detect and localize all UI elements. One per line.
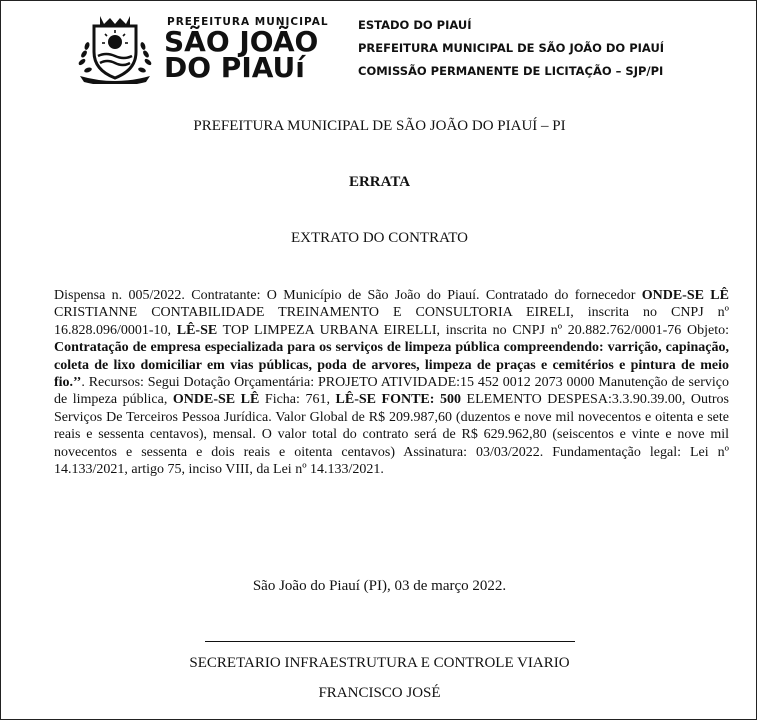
body-segment: CRISTIANNE CONTABILIDADE TREINAMENTO E CONSULTORIA EIRELI, inscrita no CNPJ nº 16.828.096/0001-10, — [54, 305, 729, 338]
header-commission: COMISSÃO PERMANENTE DE LICITAÇÃO – SJP/PI — [358, 64, 664, 78]
header-state: ESTADO DO PIAUÍ — [358, 18, 472, 32]
body-segment: Dispensa n. 005/2022. Contratante: O Município de São João do Piauí. Contratado do fornecedor — [54, 288, 642, 303]
body-segment-bold: LÊ-SE — [176, 322, 218, 338]
body-segment-bold: Contratação de empresa especializada para os serviços de limpeza pública compreendendo: varrição, capinação, coleta de lixo domiciliar em vias públicas, poda de arvores, limpeza de praças e cemitérios e pintura de meio fio.’’ — [54, 340, 729, 391]
body-segment: TOP LIMPEZA URBANA EIRELLI, inscrita no CNPJ nº 20.882.762/0001-76 Objeto: — [217, 322, 729, 338]
municipal-logo — [164, 16, 354, 86]
body-segment-bold: ONDE-SE LÊ — [641, 288, 729, 303]
signatory-name: FRANCISCO JOSÉ — [318, 685, 441, 701]
signature-line — [205, 641, 575, 642]
extrato-subtitle: EXTRATO DO CONTRATO — [291, 230, 468, 246]
prefeitura-heading: PREFEITURA MUNICIPAL DE SÃO JOÃO DO PIAUÍ – PI — [193, 118, 566, 134]
body-segment: . Recursos: Segui Dotação Orçamentária: PROJETO ATIVIDADE:15 452 0012 2073 0000 Manutenção de serviço de limpeza pública, — [54, 375, 729, 408]
signatory-role: SECRETARIO INFRAESTRUTURA E CONTROLE VIARIO — [189, 655, 570, 671]
errata-title: ERRATA — [348, 174, 411, 190]
header-lines — [358, 18, 664, 87]
logo-city-line1: SÃO JOÃO — [164, 25, 319, 58]
document-date: São João do Piauí (PI), 03 de março 2022. — [252, 578, 507, 594]
letterhead — [74, 10, 714, 90]
municipal-crest-icon — [74, 12, 156, 84]
contract-body — [54, 287, 729, 478]
body-segment-bold: ONDE-SE LÊ — [172, 392, 260, 408]
body-segment-bold: LÊ-SE FONTE: 500 — [335, 392, 461, 408]
body-segment: Ficha: 761, — [259, 392, 336, 408]
header-municipality: PREFEITURA MUNICIPAL DE SÃO JOÃO DO PIAUÍ — [358, 41, 665, 55]
logo-prefeitura-label: PREFEITURA MUNICIPAL — [167, 16, 329, 28]
logo-city-line2: DO PIAUí — [164, 51, 305, 84]
body-segment: ELEMENTO DESPESA:3.3.90.39.00, Outros Serviços De Terceiros Pessoa Jurídica. Valor Global de R$ 209.987,60 (duzentos e nove mil novecentos e oitenta e sete reais e sessenta centavos), mensal. O valor total do contrato será de R$ 629.962,80 (seiscentos e vinte e nove mil novecentos e sessenta e dois reais e oitenta centavos) Assinatura: 03/03/2022. Fundamentação legal: Lei nº 14.133/2021, artigo 75, inciso VIII, da Lei nº 14.133/2021. — [54, 392, 729, 478]
